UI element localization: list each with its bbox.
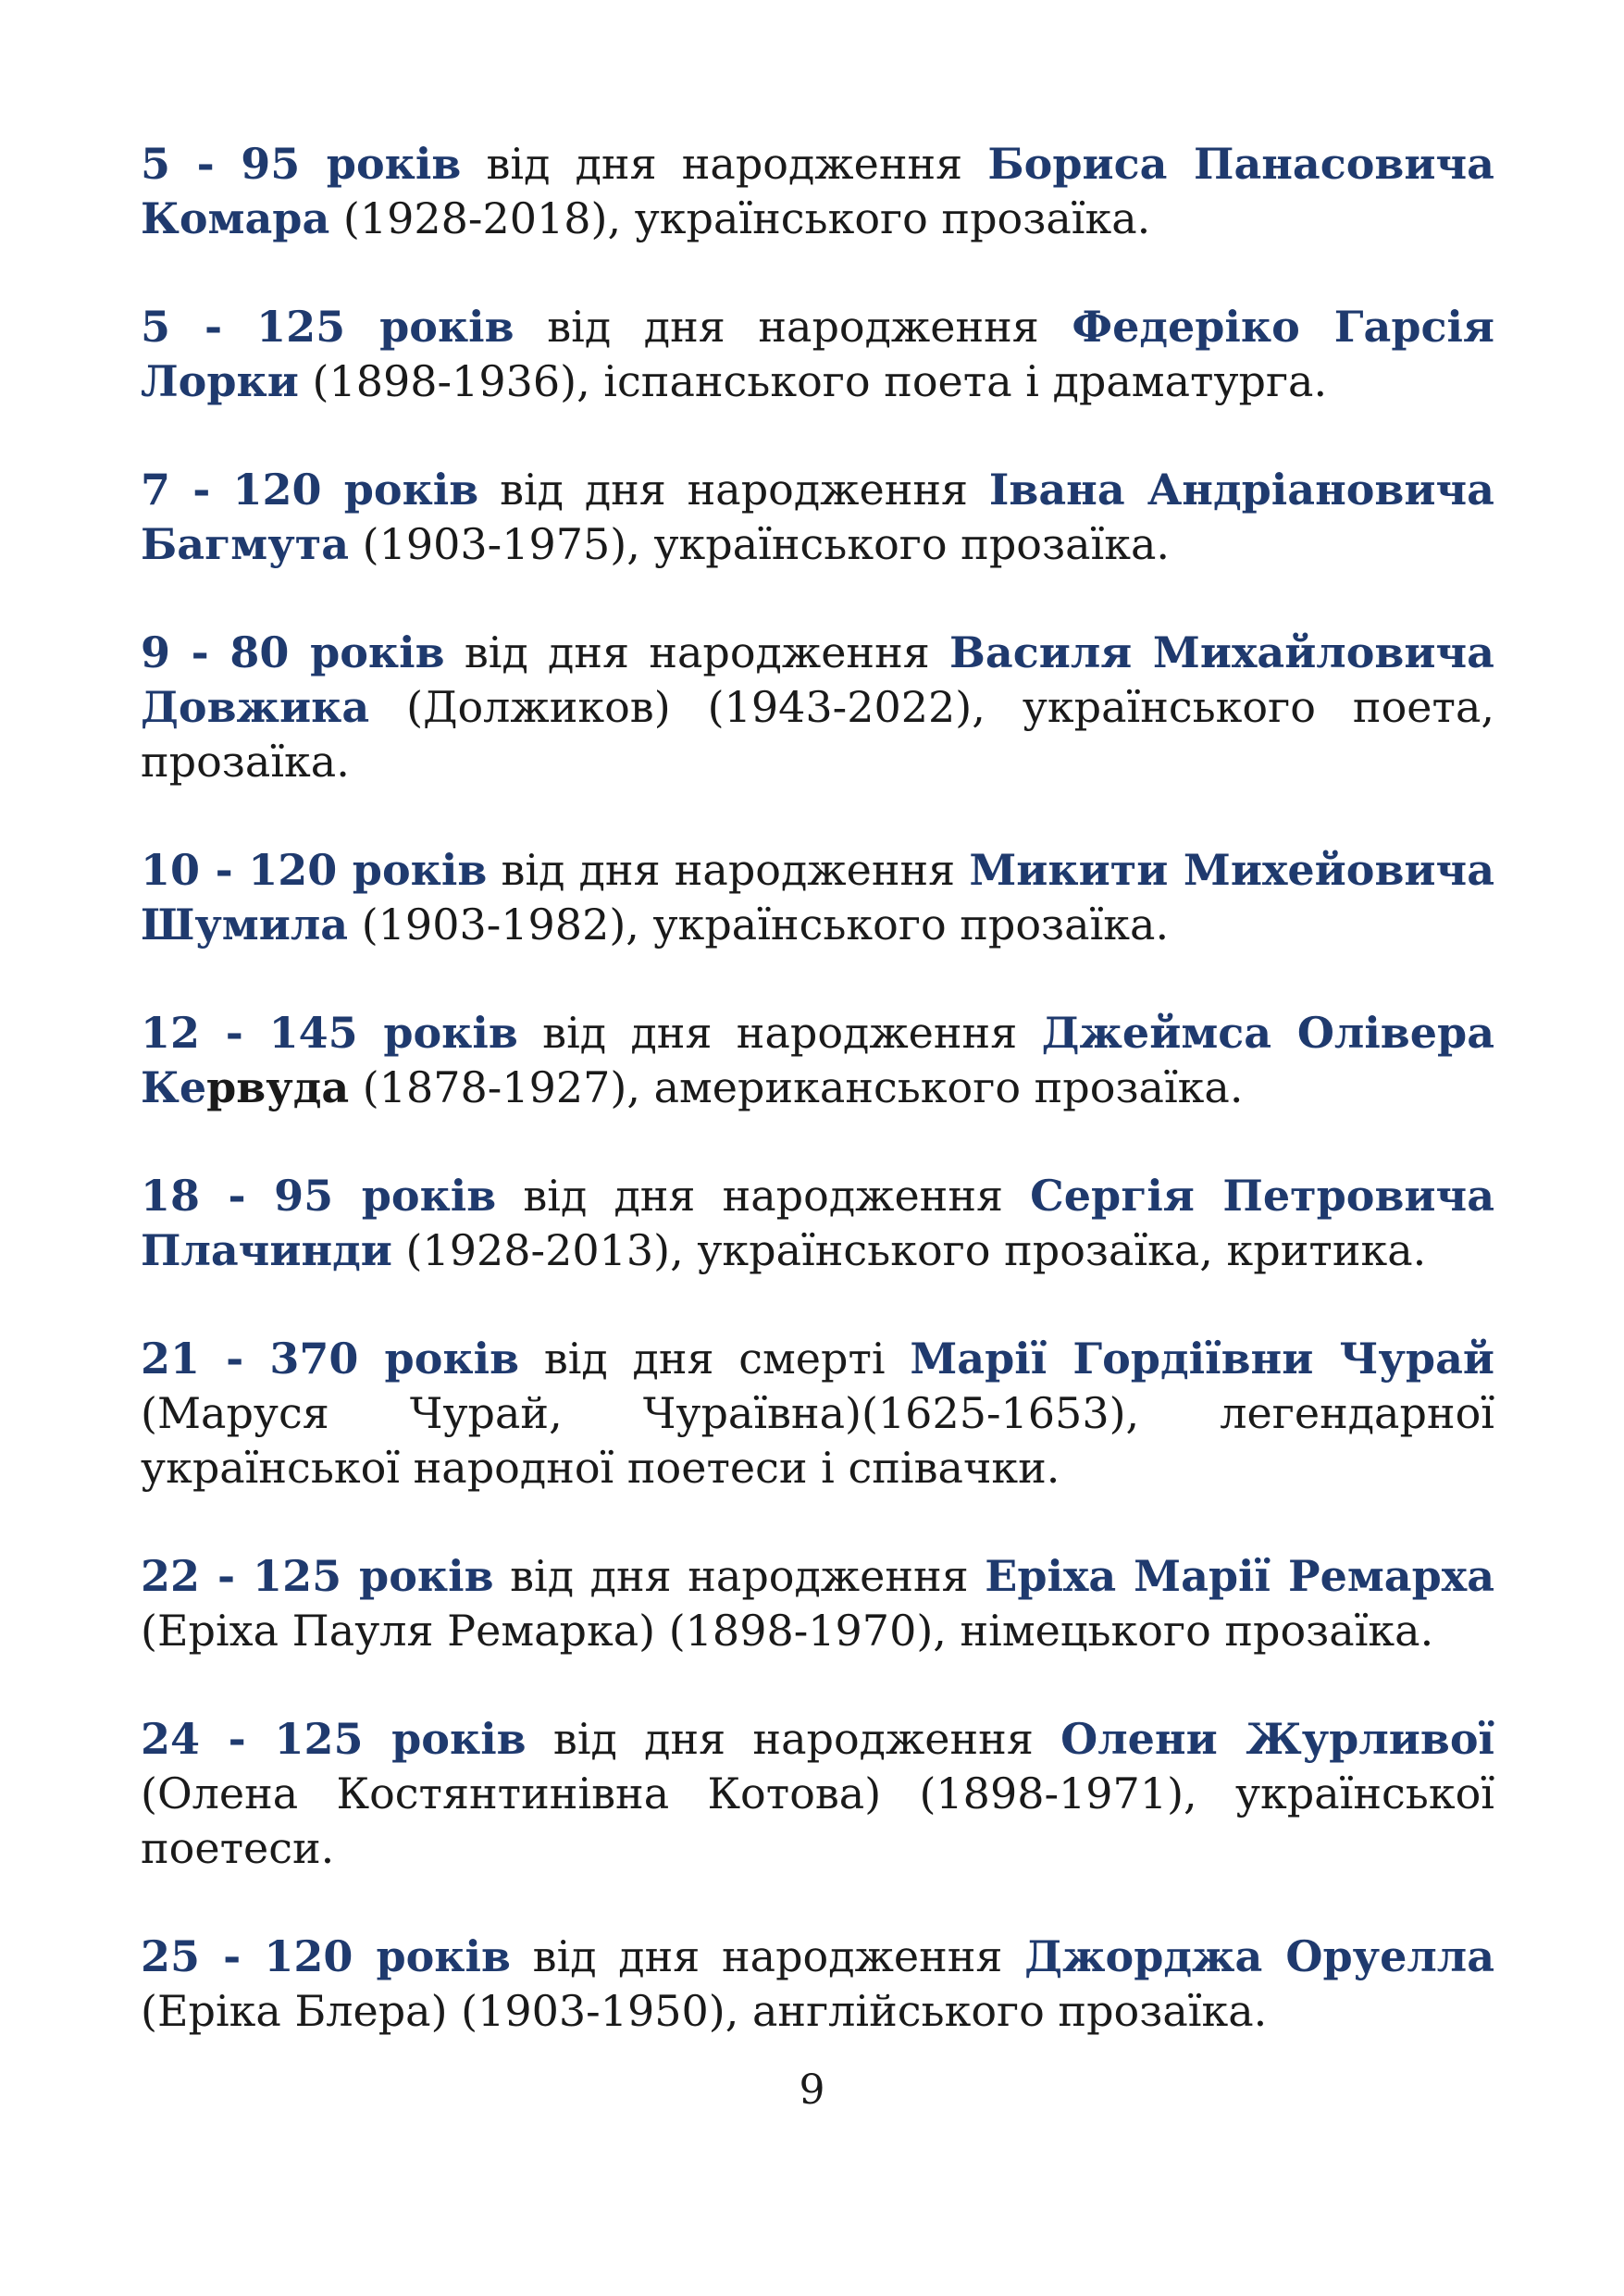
entry-details: (Должиков) (1943-2022), українського поета, прозаїка. — [141, 682, 1494, 787]
entry-person-name: Василя Михайловича Довжика — [141, 627, 1494, 732]
entry-event: від дня народження — [444, 627, 950, 677]
entry-event: від дня народження — [461, 139, 988, 189]
entry-details: (Олена Костянтинівна Котова) (1898-1971), української поетеси. — [141, 1769, 1494, 1873]
entry-person-name: Марії Гордіївни Чурай — [910, 1334, 1494, 1384]
entry-date-years: 7 - 120 років — [141, 465, 479, 515]
entry-person-name: Сергія Петровича Плачинди — [141, 1171, 1495, 1275]
entry-person-name: Джорджа Оруелла — [1024, 1931, 1495, 1981]
entry-person-name: Микити Михейовича Шумила — [141, 845, 1494, 949]
entry-details: (1903-1982), українського прозаїка. — [348, 900, 1170, 949]
entry-details: (1898-1936), іспанського поета і драматурга. — [298, 356, 1328, 406]
anniversary-entry — [141, 1930, 1494, 2039]
anniversary-entry — [141, 626, 1494, 789]
entry-date-years: 22 - 125 років — [141, 1551, 494, 1601]
anniversary-entry — [141, 137, 1494, 246]
entry-date-years: 24 - 125 років — [141, 1714, 527, 1764]
entry-date-years: 25 - 120 років — [141, 1931, 511, 1981]
anniversary-entry — [141, 1006, 1494, 1115]
entry-details: (1928-2018), українського прозаїка. — [329, 193, 1151, 243]
entry-details: (Маруся Чурай, Чураївна)(1625-1653), легендарної української народної поетеси і співачки. — [141, 1388, 1494, 1493]
entry-date-years: 18 - 95 років — [141, 1171, 497, 1221]
entry-details: (Еріка Блера) (1903-1950), англійського прозаїка. — [141, 1986, 1268, 2036]
entry-date-years: 10 - 120 років — [141, 845, 488, 895]
entry-person-name: Джеймса Олівера Ке — [141, 1008, 1494, 1112]
entry-person-name: Олени Журливої — [1060, 1714, 1494, 1764]
entry-details: (1878-1927), американського прозаїка. — [349, 1062, 1244, 1112]
entry-person-name: Федеріко Гарсія Лорки — [141, 302, 1494, 406]
anniversary-entry — [141, 300, 1494, 409]
entry-event: від дня народження — [514, 302, 1072, 352]
entry-person-name: Івана Андріановича Багмута — [141, 465, 1494, 569]
anniversary-entry — [141, 1332, 1494, 1496]
anniversary-entry — [141, 1169, 1494, 1278]
entry-person-name: Бориса Панасовича Комара — [141, 139, 1494, 243]
entry-date-years: 5 - 125 років — [141, 302, 514, 352]
entry-event: від дня смерті — [519, 1334, 911, 1384]
entry-event: від дня народження — [487, 845, 970, 895]
entry-event: від дня народження — [478, 465, 989, 515]
entry-event: від дня народження — [526, 1714, 1061, 1764]
entry-date-years: 9 - 80 років — [141, 627, 445, 677]
entry-date-years: 5 - 95 років — [141, 139, 462, 189]
entry-event: від дня народження — [496, 1171, 1031, 1221]
entry-event: від дня народження — [510, 1931, 1025, 1981]
entry-event: від дня народження — [493, 1551, 986, 1601]
anniversary-entry — [141, 1712, 1494, 1876]
entry-date-years: 12 - 145 років — [141, 1008, 518, 1058]
entry-details: (Еріха Пауля Ремарка) (1898-1970), німецького прозаїка. — [141, 1606, 1434, 1656]
entry-person-name-dark: рвуда — [206, 1062, 350, 1112]
entry-details: (1903-1975), українського прозаїка. — [349, 519, 1170, 569]
page-number: 9 — [799, 2066, 825, 2114]
anniversary-entry — [141, 463, 1494, 572]
anniversary-entry — [141, 843, 1494, 952]
entry-event: від дня народження — [517, 1008, 1042, 1058]
entry-details: (1928-2013), українського прозаїка, критика. — [391, 1225, 1427, 1275]
document-page — [141, 137, 1494, 2092]
entry-date-years: 21 - 370 років — [141, 1334, 520, 1384]
entry-person-name: Еріха Марії Ремарха — [985, 1551, 1495, 1601]
anniversary-entry — [141, 1549, 1494, 1658]
